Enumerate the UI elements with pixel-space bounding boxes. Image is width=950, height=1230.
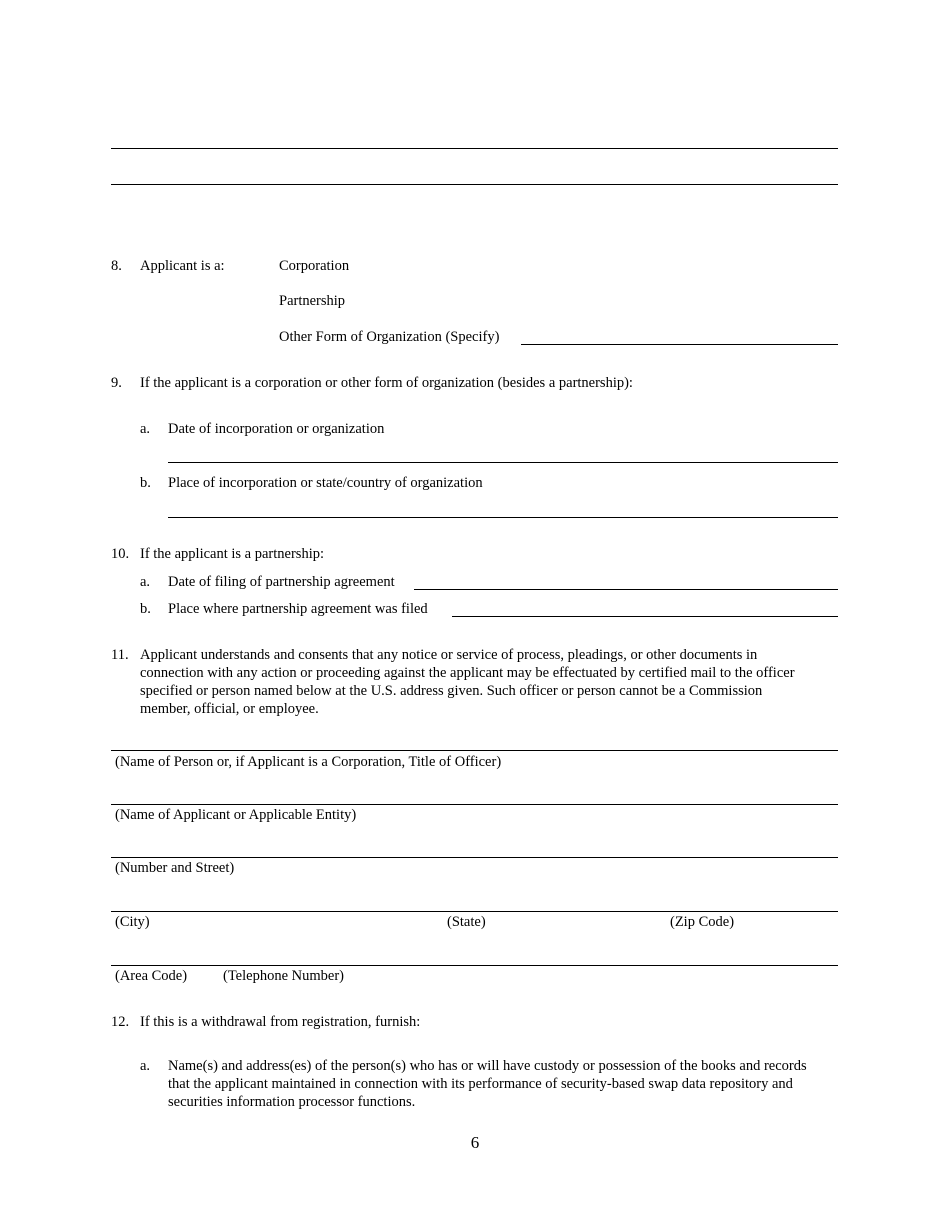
- street-caption: (Number and Street): [115, 860, 235, 876]
- person-name-caption: (Name of Person or, if Applicant is a Corporation, Title of Officer): [115, 754, 502, 770]
- applicant-name-field[interactable]: [111, 804, 838, 805]
- state-caption: (State): [447, 914, 486, 930]
- q12-number: 12.: [111, 1014, 130, 1030]
- q12a-marker: a.: [140, 1058, 151, 1074]
- q8-label: Applicant is a:: [140, 258, 225, 274]
- area-code-caption: (Area Code): [115, 968, 188, 984]
- q11-number: 11.: [111, 647, 129, 663]
- person-name-field[interactable]: [111, 750, 838, 751]
- applicant-name-caption: (Name of Applicant or Applicable Entity): [115, 807, 357, 823]
- q9b-marker: b.: [140, 475, 151, 491]
- q10a-marker: a.: [140, 574, 151, 590]
- q10a-text: Date of filing of partnership agreement: [168, 574, 395, 590]
- page-number: 6: [470, 1133, 480, 1152]
- telephone-caption: (Telephone Number): [223, 968, 344, 984]
- q11-text: Applicant understands and consents that any notice or service of process, pleadings, or other documents in connection with any action or proceeding against the applicant may be effectuated by certified mail to the officer specified or person named below at the U.S. address given. Such officer or person cannot be a Commission member, official, or employee.: [140, 647, 795, 717]
- q9a-text: Date of incorporation or organization: [168, 421, 385, 437]
- q9-number: 9.: [111, 375, 122, 391]
- q10b-text: Place where partnership agreement was filed: [168, 601, 428, 617]
- q12-text: If this is a withdrawal from registration, furnish:: [140, 1014, 421, 1030]
- telephone-field[interactable]: [111, 965, 838, 966]
- q10-number: 10.: [111, 546, 130, 562]
- city-state-zip-field[interactable]: [111, 911, 838, 912]
- partnership-filing-place-field[interactable]: [452, 616, 838, 617]
- zip-caption: (Zip Code): [670, 914, 735, 930]
- city-caption: (City): [115, 914, 150, 930]
- q8-number: 8.: [111, 258, 122, 274]
- incorporation-place-field[interactable]: [168, 517, 838, 518]
- other-form-specify-field[interactable]: [521, 344, 838, 345]
- blank-line[interactable]: [111, 148, 838, 149]
- q9a-marker: a.: [140, 421, 151, 437]
- partnership-filing-date-field[interactable]: [414, 589, 838, 590]
- option-other-form: Other Form of Organization (Specify): [279, 329, 500, 345]
- option-partnership: Partnership: [279, 293, 346, 309]
- q9b-text: Place of incorporation or state/country of organization: [168, 475, 483, 491]
- q10-text: If the applicant is a partnership:: [140, 546, 325, 562]
- incorporation-date-field[interactable]: [168, 462, 838, 463]
- street-field[interactable]: [111, 857, 838, 858]
- q10b-marker: b.: [140, 601, 151, 617]
- q9-text: If the applicant is a corporation or other form of organization (besides a partnership):: [140, 375, 633, 391]
- blank-line[interactable]: [111, 184, 838, 185]
- option-corporation: Corporation: [279, 258, 350, 274]
- q12a-text: Name(s) and address(es) of the person(s) who has or will have custody or possession of the books and records that the applicant maintained in connection with its performance of security-based swap data repository and securities information processor functions.: [168, 1058, 807, 1110]
